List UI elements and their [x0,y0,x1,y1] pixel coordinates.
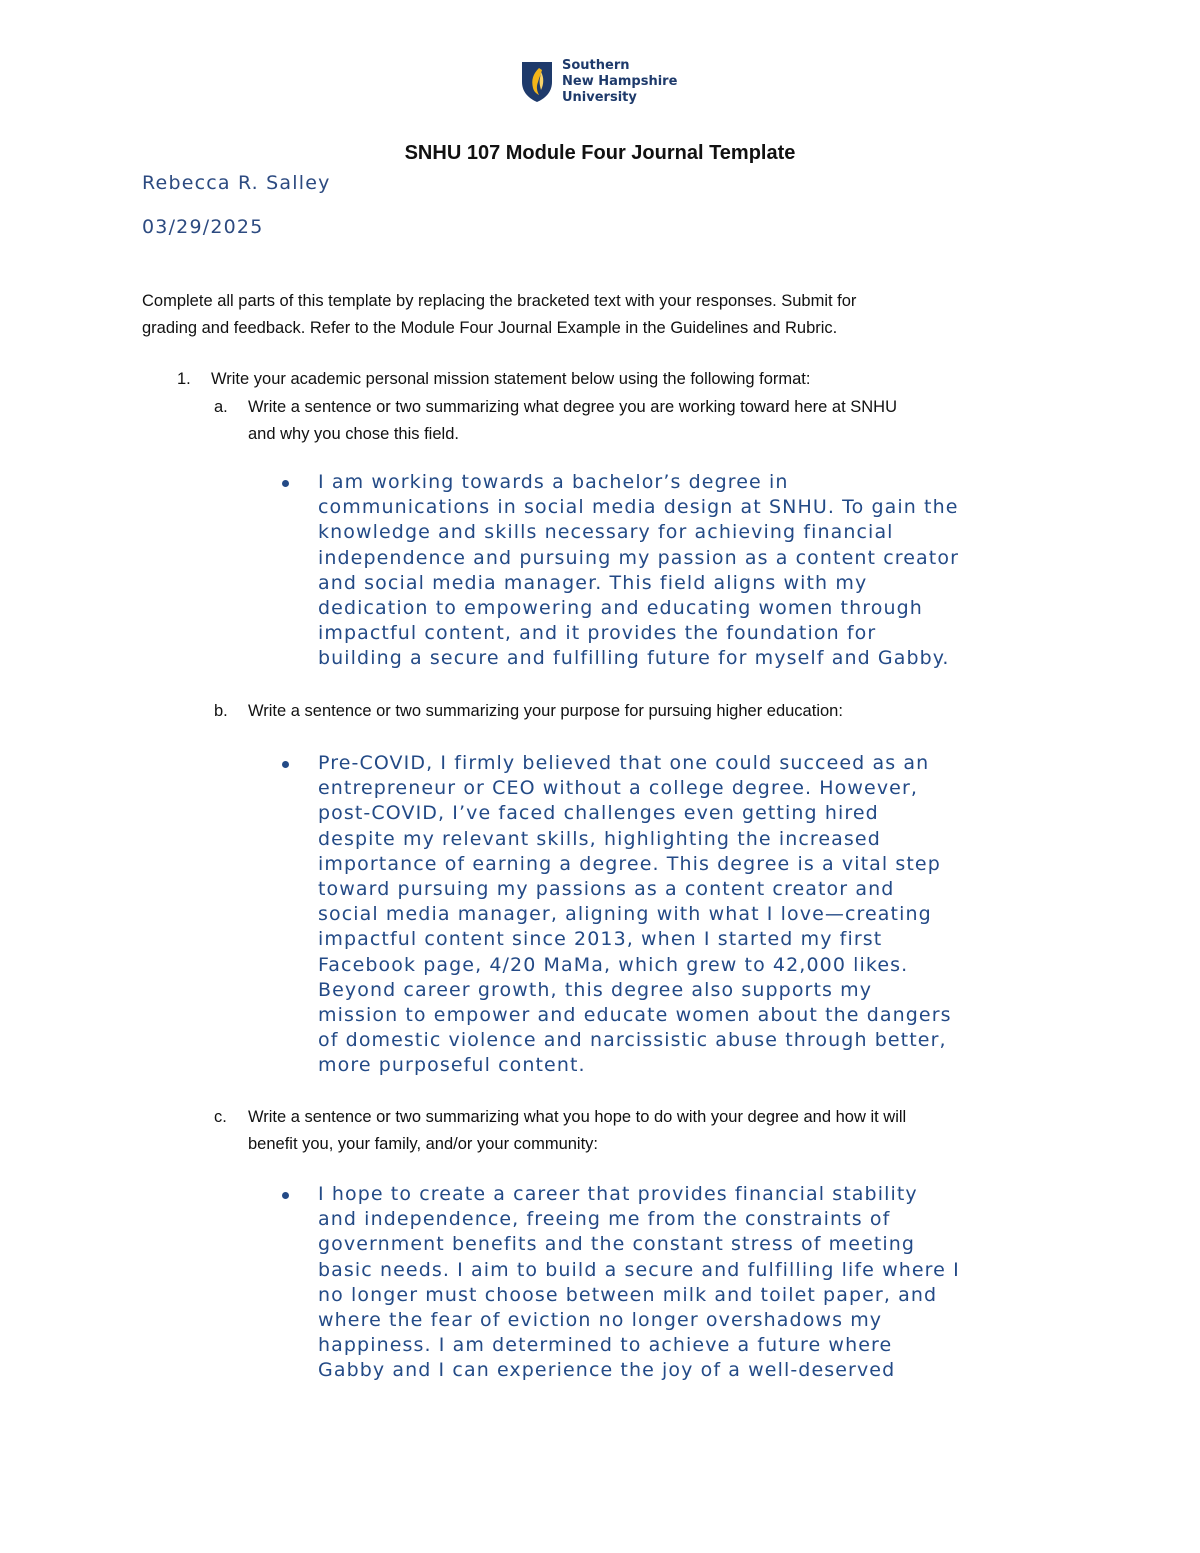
answer-line: basic needs. I aim to build a secure and fulfilling life where I [318,1258,960,1281]
part-a-prompt [214,394,897,448]
instructions-line-2: grading and feedback. Refer to the Module Four Journal Example in the Guidelines and Rubric. [142,319,838,337]
answer-line: and independence, freeing me from the constraints of [318,1208,891,1231]
part-a-marker: a. [214,398,228,416]
answer-line: post-COVID, I’ve faced challenges even getting hired [318,802,879,825]
answer-line: Facebook page, 4/20 MaMa, which grew to 42,000 likes. [318,953,909,976]
answer-line: knowledge and skills necessary for achieving financial [318,521,894,544]
part-c-line-1: Write a sentence or two summarizing what you hope to do with your degree and how it will [248,1108,907,1126]
answer-line: happiness. I am determined to achieve a future where [318,1334,893,1357]
part-b-answer [318,751,952,1079]
snhu-logo [520,58,677,106]
part-c-marker: c. [214,1108,227,1126]
answer-line: dedication to empowering and educating women through [318,597,923,620]
snhu-shield-icon [520,60,554,104]
bullet-icon [282,761,289,768]
answer-line: impactful content since 2013, when I started my first [318,928,883,951]
part-a-answer [318,470,959,672]
instructions-line-1: Complete all parts of this template by replacing the bracketed text with your responses. Submit for [142,292,857,310]
answer-line: Beyond career growth, this degree also supports my [318,978,873,1001]
logo-line-3: University [562,90,637,105]
document-title: SNHU 107 Module Four Journal Template [404,142,796,164]
answer-line: more purposeful content. [318,1054,586,1077]
logo-line-1: Southern [562,58,630,73]
question-1-text: Write your academic personal mission statement below using the following format: [211,370,811,388]
instructions-paragraph [142,288,1042,342]
question-1 [177,366,811,393]
answer-line: entrepreneur or CEO without a college degree. However, [318,777,919,800]
answer-line: no longer must choose between milk and toilet paper, and [318,1283,938,1306]
submission-date: 03/29/2025 [142,216,264,238]
part-a-line-1: Write a sentence or two summarizing what degree you are working toward here at SNHU [248,398,897,416]
answer-line: of domestic violence and narcissistic abuse through better, [318,1029,947,1052]
answer-line: building a secure and fulfilling future for myself and Gabby. [318,647,950,670]
answer-line: Gabby and I can experience the joy of a well-deserved [318,1359,896,1382]
part-b-prompt [214,698,843,725]
answer-line: where the fear of eviction no longer overshadows my [318,1309,883,1332]
part-b-marker: b. [214,702,228,720]
answer-line: I hope to create a career that provides financial stability [318,1183,918,1205]
part-c-line-2: benefit you, your family, and/or your community: [248,1135,599,1153]
answer-line: importance of earning a degree. This degree is a vital step [318,852,941,875]
answer-line: independence and pursuing my passion as a content creator [318,546,959,569]
answer-line: despite my relevant skills, highlighting the increased [318,827,881,850]
question-1-marker: 1. [177,370,191,388]
answer-line: impactful content, and it provides the foundation for [318,622,877,645]
answer-line: and social media manager. This field aligns with my [318,571,868,594]
part-c-prompt [214,1104,907,1158]
bullet-icon [282,1192,289,1199]
part-b-line-1: Write a sentence or two summarizing your purpose for pursuing higher education: [248,702,843,720]
answer-line: social media manager, aligning with what I love—creating [318,903,932,926]
answer-line: communications in social media design at SNHU. To gain the [318,496,959,519]
answer-line: toward pursuing my passions as a content creator and [318,878,895,901]
student-name: Rebecca R. Salley [142,172,331,194]
answer-line: government benefits and the constant stress of meeting [318,1233,916,1256]
bullet-icon [282,480,289,487]
answer-line: mission to empower and educate women about the dangers [318,1004,952,1027]
logo-line-2: New Hampshire [562,74,678,89]
logo-wordmark [562,58,677,106]
part-c-answer [318,1182,960,1384]
part-a-line-2: and why you chose this field. [248,425,459,443]
answer-line: Pre-COVID, I firmly believed that one could succeed as an [318,752,930,774]
answer-line: I am working towards a bachelor’s degree in [318,471,789,493]
